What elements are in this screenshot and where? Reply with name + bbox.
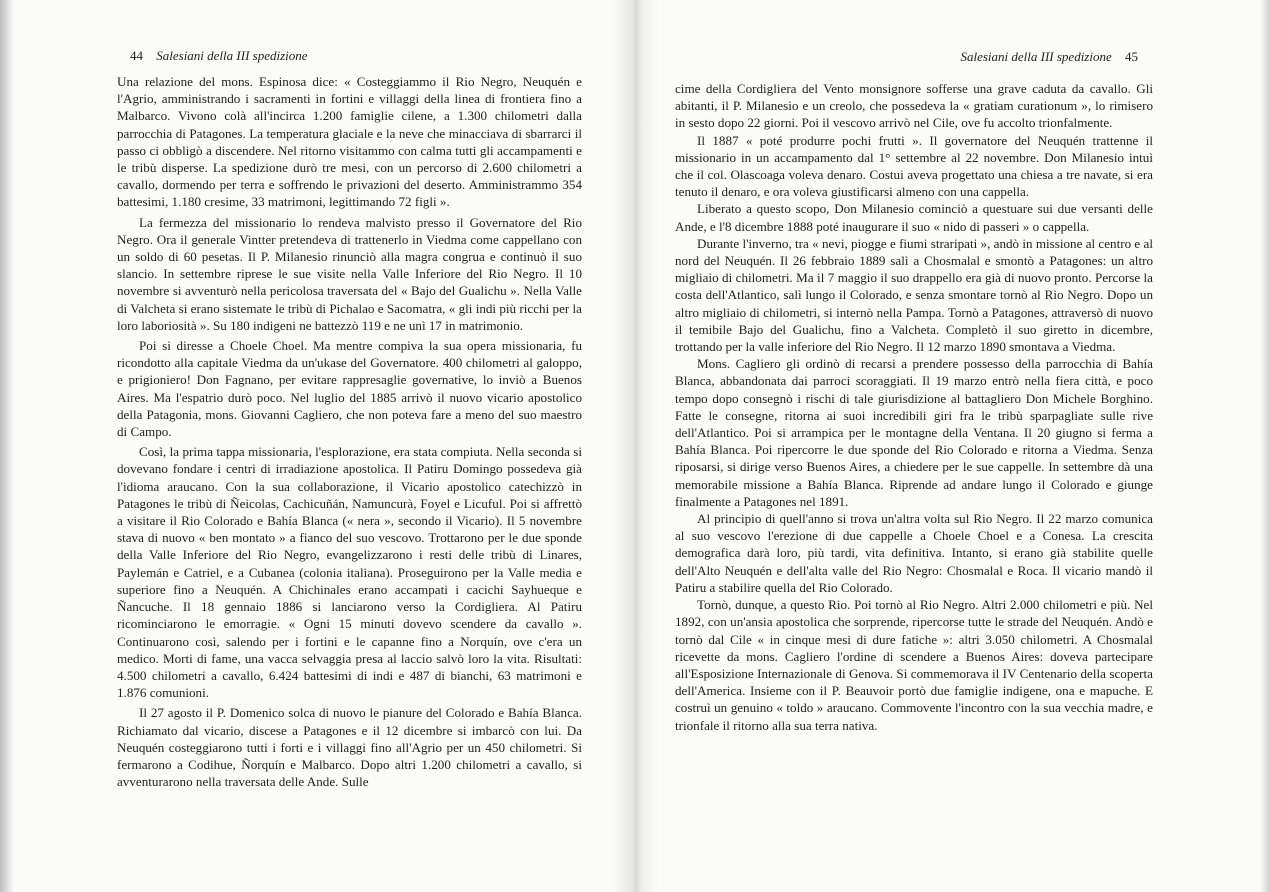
left-paragraph-2: La fermezza del missionario lo rendeva malvisto presso il Governatore del Rio Negro. Ora il generale Vintter pretendeva di trattenerlo in Viedma come cappellano con un soldo di 60 pesetas. Il P. Milanesio rinunciò alla magra congrua e continuò il suo slancio. In settembre riprese le sue visite nella Valle Inferiore del Rio Negro. Il 10 novembre si avventurò nella pericolosa traversata del « Bajo del Gualichu ». Nella Valle di Valcheta si erano sistemate le tribù di Pichalao e Sacomatra, « gli indi più ricchi per la loro laboriosità ». Su 180 indigeni ne battezzò 119 e ne unì 17 in matrimonio.: [117, 214, 582, 333]
right-page-edge-shadow: [1260, 0, 1270, 892]
right-paragraph-5: Mons. Cagliero gli ordinò di recarsi a prendere possesso della parrocchia di Bahía Blanca, abbandonata dai parroci scoraggiati. Il 19 marzo entrò nella fiera città, e poco tempo dopo consegnò i rischi di tale giurisdizione al battagliero Don Michele Borghino. Fatte le consegne, ritorna ai suoi incredibili giri fra le tribù sparpagliate sulle rive dell'Atlantico. Poi si arrampica per le montagne della Ventana. Il 20 giugno si ferma a Bahía Blanca. Poi ripercorre le due sponde del Rio Colorado e ritorna a Viedma. Senza riposarsi, si dirige verso Buenos Aires, a chiedere per le sue cappelle. In settembre dà una memorabile missione a Bahía Blanca. Riprende ad andare lungo il Colorado e giunge finalmente a Patagones nel 1891.: [675, 356, 1153, 509]
right-page-number: 45: [1125, 49, 1138, 64]
right-paragraph-3: Liberato a questo scopo, Don Milanesio cominciò a questuare sui due versanti delle Ande, e l'8 dicembre 1888 poté inaugurare il suo « nido di passeri » o cappella.: [675, 201, 1153, 234]
left-text-column: [117, 73, 582, 790]
left-page-edge-shadow: [0, 0, 14, 892]
right-paragraph-6: Al principio di quell'anno si trova un'altra volta sul Rio Negro. Il 22 marzo comunica al suo vescovo l'erezione di due cappelle a Choele Choel e a Conesa. La crescita demografica darà loro, più tardi, vita definitiva. Intanto, si erano già stabilite quelle dell'Alto Neuquén e dell'alta valle del Rio Negro: Chosmalal e Roca. Il vicario mandò il Patiru a stabilire quella del Rio Colorado.: [675, 511, 1153, 595]
right-running-header: [960, 49, 1148, 65]
right-running-title: Salesiani della III spedizione: [960, 49, 1112, 64]
book-gutter-shadow: [612, 0, 658, 892]
right-paragraph-7: Tornò, dunque, a questo Rio. Poi tornò al Rio Negro. Altri 2.000 chilometri e più. Nel 1892, con un'ansia apostolica che sorprende, ripercorse tutte le strade del Neuquén. Andò e tornò dal Cile « in cinque mesi di dure fatiche »: altri 3.050 chilometri. A Chosmalal ricevette da mons. Cagliero l'ordine di scendere a Buenos Aires: doveva partecipare all'Esposizione Internazionale di Genova. Si commemorava il IV Centenario della scoperta dell'America. Insieme con il P. Beauvoir portò due famiglie indigene, ona e mapuche. E costruì un genuino « toldo » araucano. Commovente l'incontro con la sua vecchia madre, e trionfale il ritorno alla sua terra nativa.: [675, 597, 1153, 733]
left-paragraph-5: Il 27 agosto il P. Domenico solca di nuovo le pianure del Colorado e Bahía Blanca. Richiamato dal vicario, discese a Patagones e il 12 dicembre si imbarcò con lui. Da Neuquén costeggiarono tutti i forti e i villaggi fino all'Agrio per un 450 chilometri. Si fermarono a Codihue, Ñorquín e Malbarco. Dopo altri 1.200 chilometri a cavallo, si avventurarono nella traversata delle Ande. Sulle: [117, 705, 582, 790]
left-running-header: [120, 48, 308, 64]
right-paragraph-2: Il 1887 « poté produrre pochi frutti ». Il governatore del Neuquén trattenne il missionario in un accampamento dal 1° settembre al 22 novembre. Don Milanesio intuì che il col. Olascoaga voleva denaro. Costui aveva progettato una chiesa a tre navate, si era tenuto il denaro, e ora voleva giustificarsi almeno con una cappella.: [675, 132, 1153, 200]
left-paragraph-4: Così, la prima tappa missionaria, l'esplorazione, era stata compiuta. Nella seconda si dovevano fondare i centri di irradiazione apostolica. Il Patiru Domingo possedeva già l'idioma araucano. Con la sua collaborazione, il Vicario apostolico catechizzò in Patagones le tribù di Ñeicolas, Cachicuñán, Namuncurà, Foyel e Licuful. Poi si affrettò a visitare il Rio Colorado e Bahía Blanca (« nera », secondo il Vicario). Il 5 novembre stava di nuovo « ben montato » a fianco del suo vescovo. Trottarono per le due sponde della Valle Inferiore del Rio Negro, evangelizzarono i resti delle tribù di Linares, Paylemán e Catriel, e a Cubanea (colonia italiana). Proseguirono per la Valle media e superiore fino a Neuquén. A Chichinales erano accampati i cacichi Sayhueque e Ñancuche. Il 18 gennaio 1886 si lanciarono verso la Cordigliera. Al Patiru ricominciarono le emorragie. « Ogni 15 minuti dovevo scendere da cavallo ». Continuarono così, salendo per i fortini e le capanne fino a Norquín, ove c'era un medico. Morti di fame, una vacca selvaggia presa al laccio salvò loro la vita. Risultati: 4.500 chilometri a cavallo, 6.424 battesimi di indi e 487 di bianchi, 63 matrimoni e 1.876 comunioni.: [117, 444, 582, 701]
right-text-column: [675, 80, 1153, 734]
right-paragraph-4: Durante l'inverno, tra « nevi, piogge e fiumi straripati », andò in missione al centro e al nord del Neuquén. Il 26 febbraio 1889 salì a Chosmalal e smontò a Patagones: un altro migliaio di chilometri. Ma il 7 maggio il suo drappello era già di nuovo pronto. Percorse la costa dell'Atlantico, salì lungo il Colorado, e senza smontare tornò al Rio Negro. Dopo un altro migliaio di chilometri, si internò nella Pampa. Tornò a Patagones, attraversò di nuovo il temibile Bajo del Gualichu, fino a Valcheta. Completò il suo giretto in dicembre, trottando per la valle inferiore del Rio Negro. Il 12 marzo 1890 smontava a Viedma.: [675, 235, 1153, 355]
left-paragraph-1: Una relazione del mons. Espinosa dice: « Costeggiammo il Rio Negro, Neuquén e l'Agrio, amministrando i sacramenti in fortini e villaggi della linea di frontiera fino a Malbarco. Vivono colà all'incirca 1.200 famiglie cilene, a 1.300 chilometri dalla parrocchia di Patagones. La temperatura glaciale e la neve che minacciava di sbarrarci il passo ci obbligò a discendere. Nel ritorno visitammo con calma tutti gli accampamenti e le tribù disperse. La spedizione durò tre mesi, con un percorso di 2.600 chilometri a cavallo, dormendo per terra e soffrendo le privazioni del deserto. Amministrammo 354 battesimi, 1.180 cresime, 33 matrimoni, legittimando 72 figli ».: [117, 74, 582, 210]
left-running-title: Salesiani della III spedizione: [156, 48, 308, 63]
left-paragraph-3: Poi si diresse a Choele Choel. Ma mentre compiva la sua opera missionaria, fu ricondotto alla capitale Viedma da un'ukase del Governatore. 400 chilometri al galoppo, e prigioniero! Don Fagnano, per evitare rappresaglie governative, lo inviò a Buenos Aires. Ma l'espatrio durò poco. Nel luglio del 1885 arrivò il nuovo vicario apostolico della Patagonia, mons. Giovanni Cagliero, che non poteva fare a meno del suo maestro di Campo.: [117, 338, 582, 440]
right-paragraph-1: cime della Cordigliera del Vento monsignore sofferse una grave caduta da cavallo. Gli abitanti, il P. Milanesio e un creolo, che possedeva la « gratiam curationum », lo rimisero in sesto dopo 22 giorni. Poi il vescovo arrivò nel Cile, ove fu accolto trionfalmente.: [675, 81, 1153, 131]
left-page-number: 44: [130, 48, 143, 63]
